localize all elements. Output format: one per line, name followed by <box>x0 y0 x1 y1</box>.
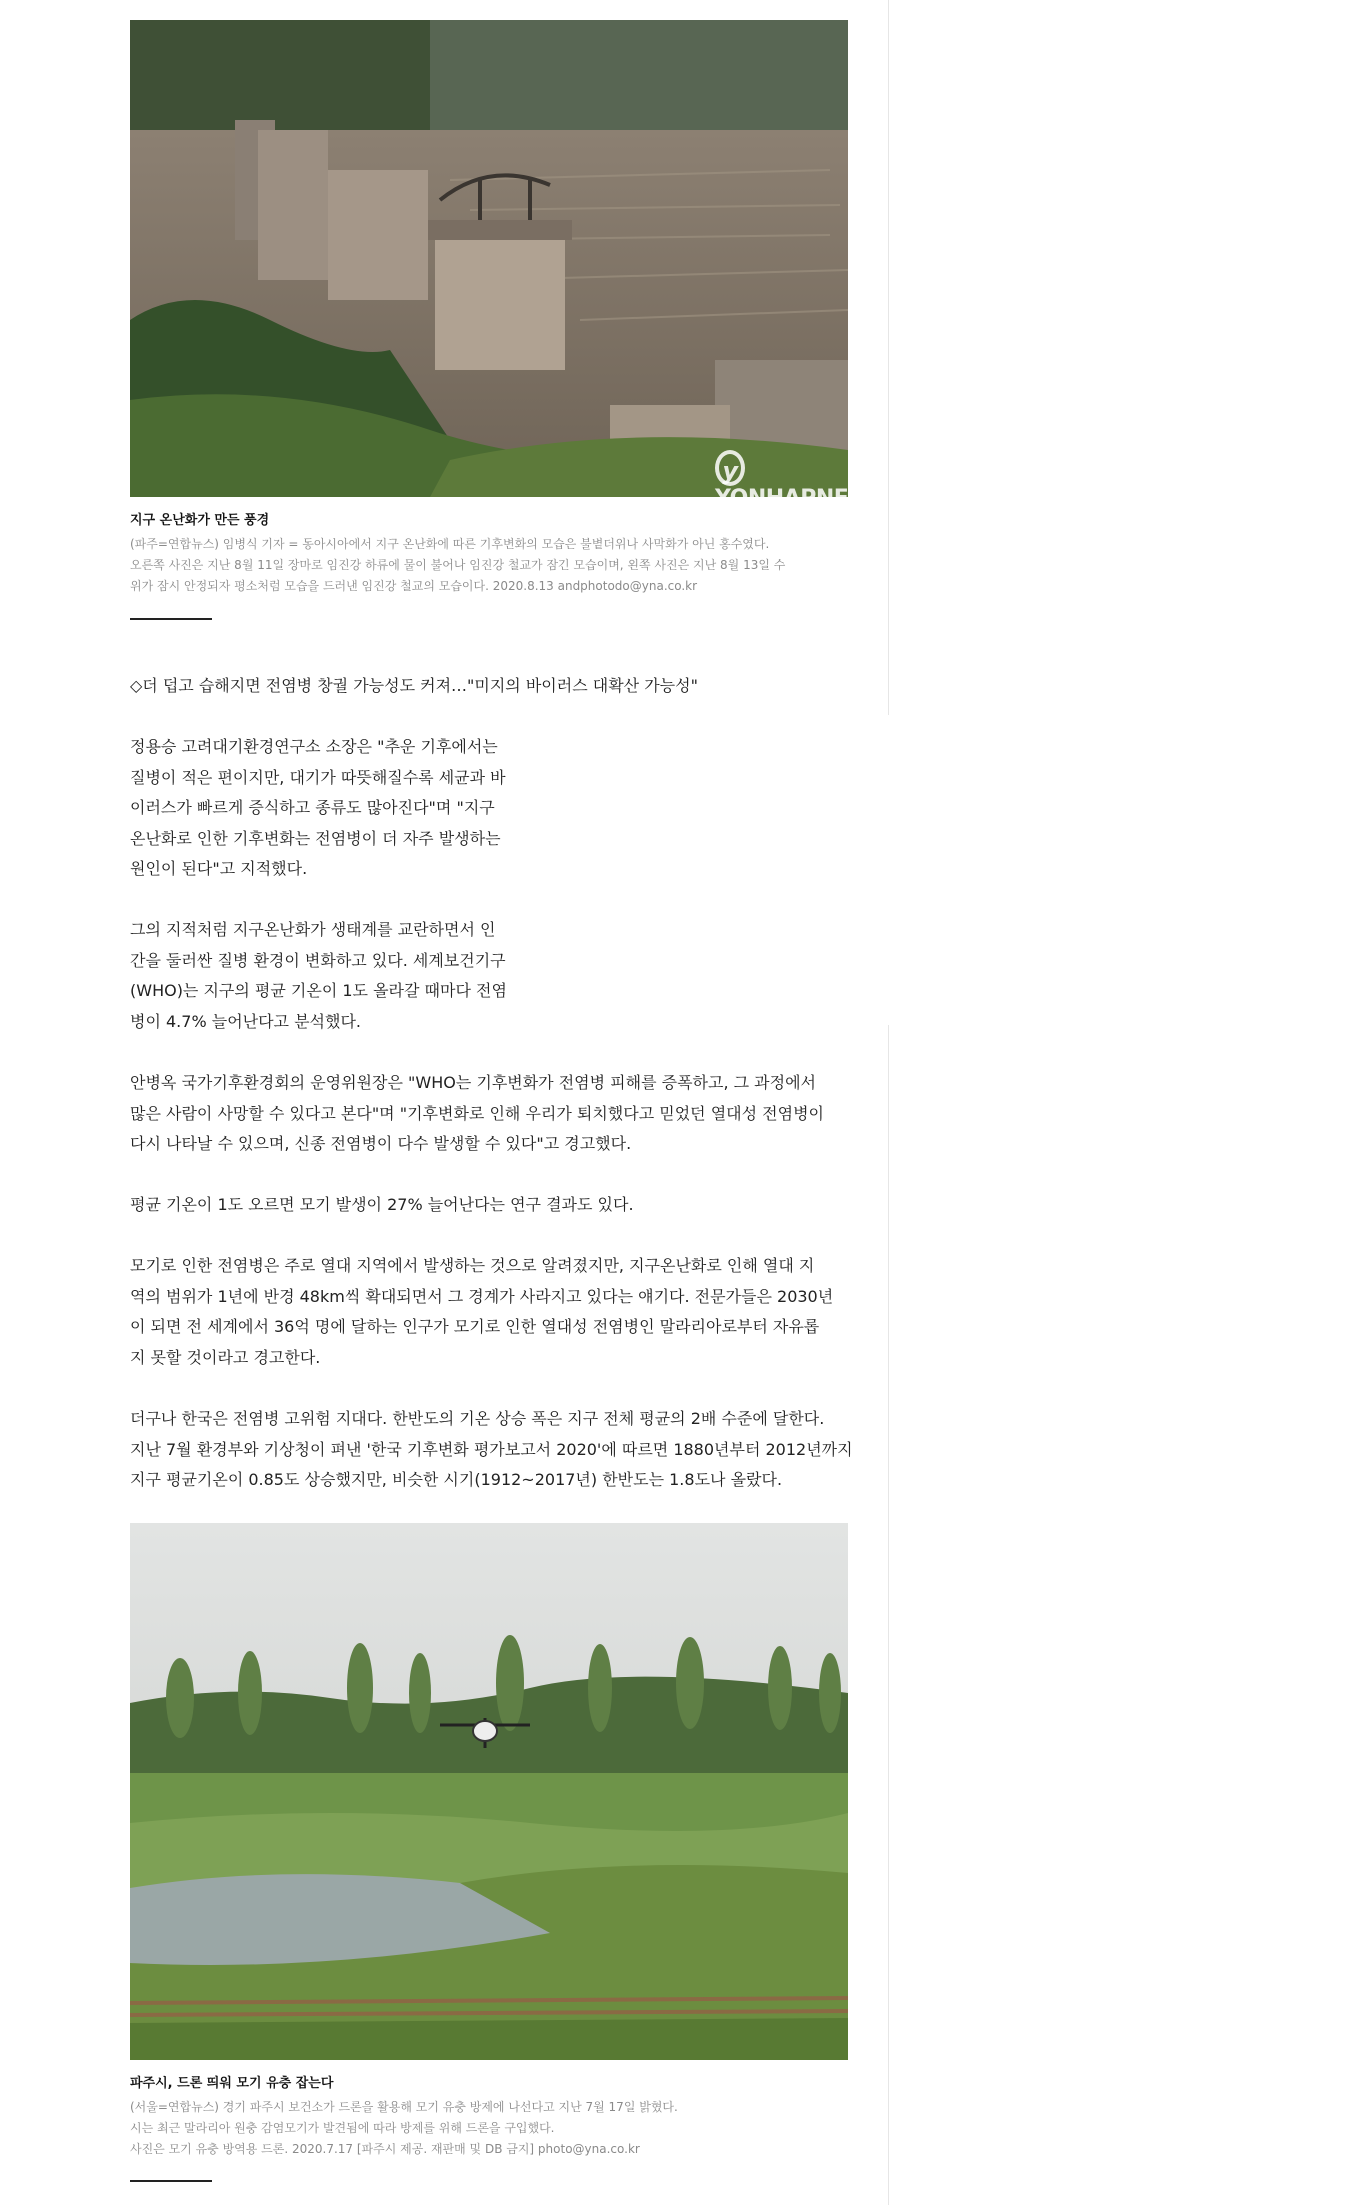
paragraph-line: 이러스가 빠르게 증식하고 종류도 많아진다"며 "지구 <box>130 798 495 817</box>
figure2-caption-line: 사진은 모기 유충 방역용 드론. 2020.7.17 [파주시 제공. 재판매 및 DB 금지] photo@yna.co.kr <box>130 2142 640 2156</box>
figure2-caption-line: (서울=연합뉴스) 경기 파주시 보건소가 드론을 활용해 모기 유충 방제에 나선다고 지난 7월 17일 밝혔다. <box>130 2100 678 2114</box>
paragraph-line: 간을 둘러싼 질병 환경이 변화하고 있다. 세계보건기구 <box>130 950 506 970</box>
paragraph-line: 많은 사람이 사망할 수 있다고 본다"며 "기후변화로 인해 우리가 퇴치했다고 믿었던 열대성 전염병이 <box>130 1103 824 1123</box>
figure2-caption-line: 시는 최근 말라리아 원충 감염모기가 발견됨에 따라 방제를 위해 드론을 구입했다. <box>130 2121 555 2135</box>
paragraph-line: 더구나 한국은 전염병 고위험 지대다. 한반도의 기온 상승 폭은 지구 전체 평균의 2배 수준에 달한다. <box>130 1409 825 1428</box>
yonhap-watermark: yYONHAPNEWS <box>715 450 887 511</box>
figure2-caption-title: 파주시, 드론 띄워 모기 유충 잡는다 <box>130 2076 334 2091</box>
paragraph-line: 역의 범위가 1년에 반경 48km씩 확대되면서 그 경계가 사라지고 있다는 얘기다. 전문가들은 2030년 <box>130 1286 834 1306</box>
paragraph-line: 지구 평균기온이 0.85도 상승했지만, 비슷한 시기(1912~2017년) 한반도는 1.8도나 올랐다. <box>130 1470 783 1489</box>
paragraph-line: 온난화로 인한 기후변화는 전염병이 더 자주 발생하는 <box>130 828 501 848</box>
figure1-caption-line: 위가 잠시 안정되자 평소처럼 모습을 드러낸 임진강 철교의 모습이다. 2020.8.13 andphotodo@yna.co.kr <box>130 579 698 593</box>
paragraph-line: (WHO)는 지구의 평균 기온이 1도 올라갈 때마다 전염 <box>130 981 507 1000</box>
paragraph-4 <box>130 1190 850 1221</box>
figure2-caption <box>130 2075 848 2160</box>
paragraph-line: 병이 4.7% 늘어난다고 분석했다. <box>130 1011 362 1031</box>
paragraph-line: 질병이 적은 편이지만, 대기가 따뜻해질수록 세균과 바 <box>130 767 506 787</box>
paragraph-line: 다시 나타날 수 있으며, 신종 전염병이 다수 발생할 수 있다"고 경고했다. <box>130 1134 632 1153</box>
paragraph-line: 평균 기온이 1도 오르면 모기 발생이 27% 늘어난다는 연구 결과도 있다. <box>130 1195 634 1214</box>
paragraph-6 <box>130 1404 853 1496</box>
column-divider-bottom <box>888 1025 889 2205</box>
caption-divider <box>130 2180 212 2182</box>
paragraph-3 <box>130 1068 850 1160</box>
column-divider-top <box>888 0 889 715</box>
paragraph-1 <box>130 732 530 885</box>
paragraph-line: 안병옥 국가기후환경회의 운영위원장은 "WHO는 기후변화가 전염병 피해를 증폭하고, 그 과정에서 <box>130 1073 816 1092</box>
paragraph-line: 모기로 인한 전염병은 주로 열대 지역에서 발생하는 것으로 알려졌지만, 지구온난화로 인해 열대 지 <box>130 1256 815 1275</box>
drone-wetland-photo <box>130 1523 848 2060</box>
paragraph-2 <box>130 915 530 1037</box>
figure1-caption-line: (파주=연합뉴스) 임병식 기자 = 동아시아에서 지구 온난화에 따른 기후변화의 모습은 불볕더위나 사막화가 아닌 홍수였다. <box>130 537 770 551</box>
paragraph-line: 지 못할 것이라고 경고한다. <box>130 1347 321 1367</box>
imjin-bridge-photo <box>130 20 888 511</box>
caption-divider <box>130 618 212 620</box>
figure1-caption-line: 오른쪽 사진은 지난 8월 11일 장마로 임진강 하류에 물이 불어나 임진강 철교가 잠긴 모습이며, 왼쪽 사진은 지난 8월 13일 수 <box>130 558 786 572</box>
section-subheading <box>130 671 850 702</box>
figure1-caption-title: 지구 온난화가 만든 풍경 <box>130 513 270 528</box>
subheading-text: ◇더 덥고 습해지면 전염병 창궐 가능성도 커져…"미지의 바이러스 대확산 가능성" <box>130 676 698 695</box>
figure1-caption <box>130 512 848 597</box>
paragraph-line: 지난 7월 환경부와 기상청이 펴낸 '한국 기후변화 평가보고서 2020'에 따르면 1880년부터 2012년까지 <box>130 1439 853 1459</box>
paragraph-line: 정용승 고려대기환경연구소 소장은 "추운 기후에서는 <box>130 737 498 756</box>
paragraph-5 <box>130 1251 850 1373</box>
paragraph-line: 원인이 된다"고 지적했다. <box>130 859 308 878</box>
paragraph-line: 그의 지적처럼 지구온난화가 생태계를 교란하면서 인 <box>130 920 496 939</box>
paragraph-line: 이 되면 전 세계에서 36억 명에 달하는 인구가 모기로 인한 열대성 전염병인 말라리아로부터 자유롭 <box>130 1317 820 1336</box>
